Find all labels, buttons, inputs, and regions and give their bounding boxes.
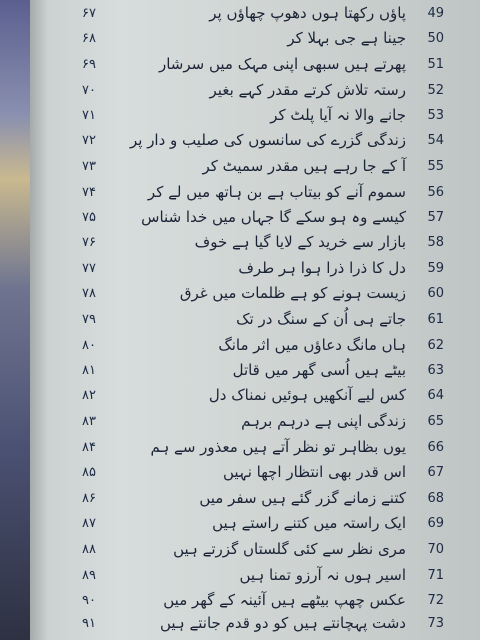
toc-title: مری نظر سے کئی گلستاں گزرتے ہیں xyxy=(173,540,406,558)
toc-entry-number: 60 xyxy=(427,286,444,301)
toc-entry-number: 70 xyxy=(427,542,444,557)
toc-page-number: ۷۲ xyxy=(82,133,96,148)
toc-title: کتنے زمانے گزر گئے ہیں سفر میں xyxy=(199,489,406,507)
toc-entry-number: 68 xyxy=(427,491,444,506)
toc-title: رستہ تلاش کرتے مقدر کہے بغیر xyxy=(209,81,406,99)
toc-entry-number: 63 xyxy=(427,363,444,378)
toc-entry xyxy=(30,463,480,487)
toc-title: جاتے ہی اُن کے سنگ در تک xyxy=(236,310,406,328)
toc-entry xyxy=(30,157,480,181)
toc-page-number: ۸۸ xyxy=(82,542,96,557)
toc-page-number: ۷۷ xyxy=(82,261,96,276)
toc-page-number: ۷۹ xyxy=(82,312,96,327)
toc-page-number: ۷۸ xyxy=(82,286,96,301)
toc-title: جانے والا نہ آیا پلٹ کر xyxy=(270,106,406,124)
toc-title: زندگی گزرے کی سانسوں کی صلیب و دار پر xyxy=(129,131,406,149)
toc-entry-number: 59 xyxy=(427,261,444,276)
toc-page-number: ۸۳ xyxy=(82,414,96,429)
toc-entry xyxy=(30,183,480,207)
toc-entry xyxy=(30,4,480,28)
toc-entry-number: 52 xyxy=(427,83,444,98)
table-of-contents xyxy=(30,0,480,640)
toc-page-number: ۸۹ xyxy=(82,568,96,583)
toc-entry-number: 53 xyxy=(427,108,444,123)
toc-title: عکس چھپ بیٹھے ہیں آئینہ کے گھر میں xyxy=(163,591,406,609)
toc-entry-number: 54 xyxy=(427,133,444,148)
toc-page-number: ۷۰ xyxy=(82,83,96,98)
toc-entry xyxy=(30,514,480,538)
toc-entry xyxy=(30,614,480,638)
toc-page-number: ۷۶ xyxy=(82,235,96,250)
toc-entry xyxy=(30,591,480,615)
toc-page-number: ۸۰ xyxy=(82,338,96,353)
toc-page-number: ۹۰ xyxy=(82,593,96,608)
toc-entry xyxy=(30,55,480,79)
toc-entry xyxy=(30,259,480,283)
toc-title: بیٹے ہیں اُسی گھر میں قاتل xyxy=(232,361,406,379)
toc-entry-number: 62 xyxy=(427,338,444,353)
toc-entry-number: 55 xyxy=(427,159,444,174)
toc-title: دل کا ذرا ذرا ہوا ہر طرف xyxy=(238,259,406,277)
toc-entry xyxy=(30,412,480,436)
toc-page-number: ۸۶ xyxy=(82,491,96,506)
toc-entry xyxy=(30,489,480,513)
toc-page-number: ۶۹ xyxy=(82,57,96,72)
toc-entry-number: 69 xyxy=(427,516,444,531)
toc-title: یوں بظاہر تو نظر آتے ہیں معذور سے ہم xyxy=(150,438,406,456)
toc-page-number: ۸۲ xyxy=(82,388,96,403)
toc-title: زندگی اپنی ہے درہم برہم xyxy=(241,412,406,430)
toc-page-number: ۹۱ xyxy=(82,616,96,631)
toc-page-number: ۷۵ xyxy=(82,210,96,225)
toc-entry-number: 56 xyxy=(427,185,444,200)
toc-entry xyxy=(30,310,480,334)
toc-page-number: ۷۴ xyxy=(82,185,96,200)
toc-entry-number: 58 xyxy=(427,235,444,250)
toc-title: کس لیے آنکھیں ہوئیں نمناک دل xyxy=(208,386,406,404)
toc-entry-number: 66 xyxy=(427,440,444,455)
toc-title: ایک راستہ میں کتنے راستے ہیں xyxy=(212,514,406,532)
toc-title: آ کے جا رہے ہیں مقدر سمیٹ کر xyxy=(202,157,406,175)
toc-entry xyxy=(30,438,480,462)
toc-entry-number: 65 xyxy=(427,414,444,429)
toc-page-number: ۸۱ xyxy=(82,363,96,378)
toc-title: جینا ہے جی بہلا کر xyxy=(287,29,406,47)
toc-entry-number: 72 xyxy=(427,593,444,608)
book-cover-edge xyxy=(0,0,30,640)
toc-entry xyxy=(30,208,480,232)
toc-entry-number: 71 xyxy=(427,568,444,583)
toc-entry-number: 73 xyxy=(427,616,444,631)
toc-title: کیسے وہ ہو سکے گا جہاں میں خدا شناس xyxy=(141,208,406,226)
toc-title: زیست ہونے کو ہے ظلمات میں غرق xyxy=(179,284,406,302)
toc-title: اسیر ہوں نہ آرزو تمنا ہیں xyxy=(239,566,406,584)
toc-entry-number: 64 xyxy=(427,388,444,403)
toc-entry-number: 50 xyxy=(427,31,444,46)
toc-page-number: ۸۷ xyxy=(82,516,96,531)
toc-entry-number: 49 xyxy=(427,6,444,21)
toc-page-number: ۶۸ xyxy=(82,31,96,46)
toc-entry xyxy=(30,336,480,360)
toc-entry xyxy=(30,361,480,385)
toc-page-number: ۸۴ xyxy=(82,440,96,455)
toc-entry xyxy=(30,233,480,257)
toc-title: بازار سے خرید کے لایا گیا ہے خوف xyxy=(194,233,406,251)
toc-title: دشت پہچانتے ہیں کو دو قدم جانتے ہیں xyxy=(159,614,406,632)
toc-page-number: ۷۳ xyxy=(82,159,96,174)
toc-entry xyxy=(30,566,480,590)
toc-title: اس قدر بھی انتظار اچھا نہیں xyxy=(222,463,406,481)
toc-title: ہاں مانگ دعاؤں میں اثر مانگ xyxy=(218,336,406,354)
toc-entry-number: 51 xyxy=(427,57,444,72)
toc-page-number: ۶۷ xyxy=(82,6,96,21)
toc-entry xyxy=(30,131,480,155)
toc-page-number: ۷۱ xyxy=(82,108,96,123)
toc-entry xyxy=(30,106,480,130)
toc-entry xyxy=(30,29,480,53)
toc-entry-number: 61 xyxy=(427,312,444,327)
toc-title: پاؤں رکھتا ہوں دھوپ چھاؤں پر xyxy=(209,4,406,22)
toc-entry-number: 67 xyxy=(427,465,444,480)
toc-title: سموم آنے کو بیتاب ہے بن ہاتھ میں لے کر xyxy=(147,183,406,201)
toc-entry xyxy=(30,540,480,564)
toc-entry xyxy=(30,81,480,105)
toc-page-number: ۸۵ xyxy=(82,465,96,480)
toc-entry xyxy=(30,386,480,410)
toc-entry xyxy=(30,284,480,308)
toc-title: پھرتے ہیں سبھی اپنی مہک میں سرشار xyxy=(158,55,406,73)
toc-entry-number: 57 xyxy=(427,210,444,225)
